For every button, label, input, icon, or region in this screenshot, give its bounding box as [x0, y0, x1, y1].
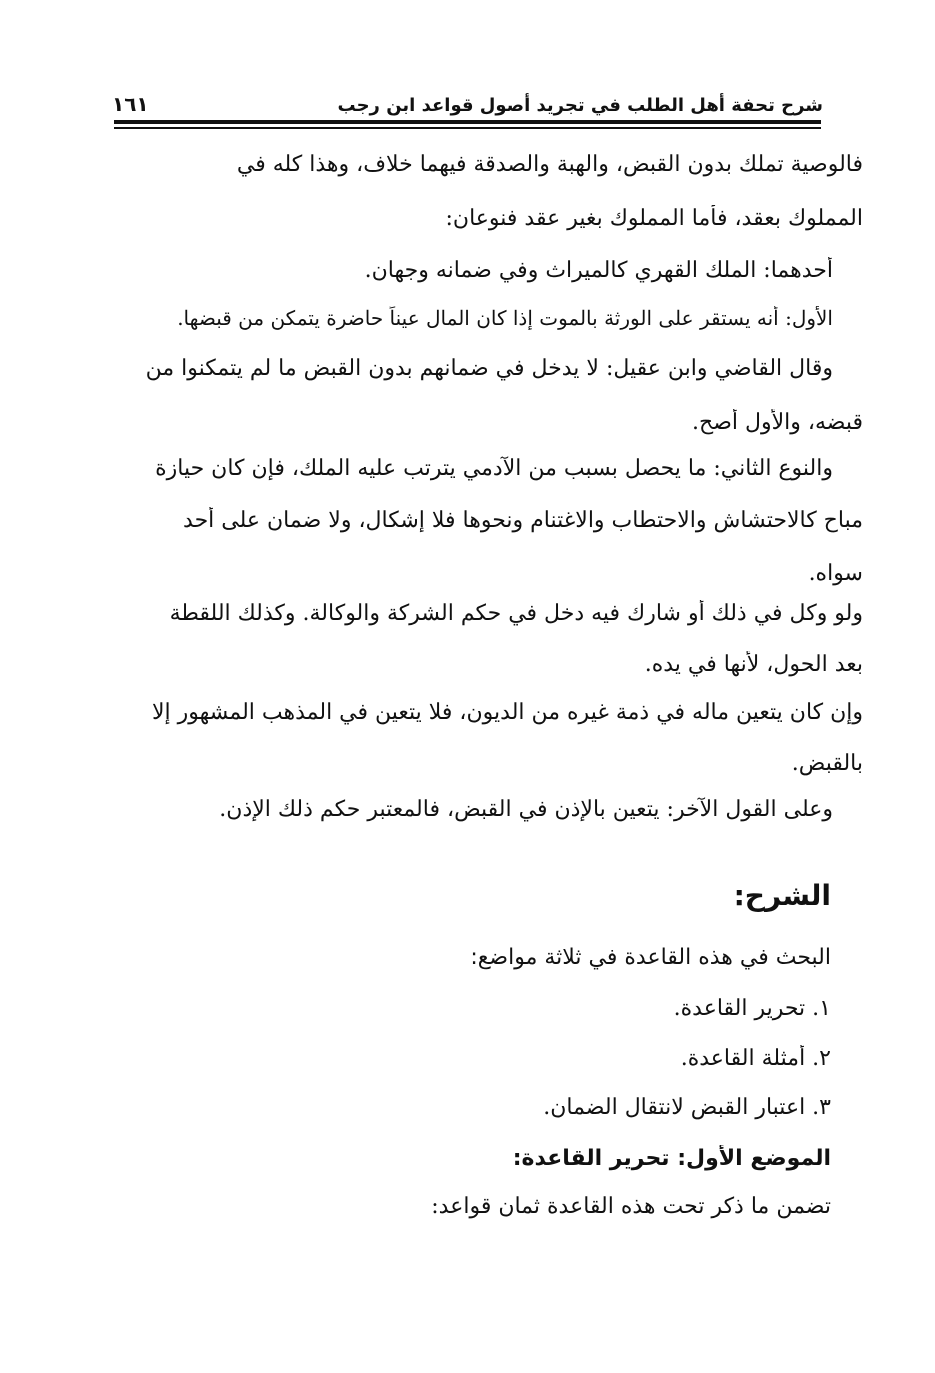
- list-item: ٣. اعتبار القبض لانتقال الضمان.: [543, 1095, 831, 1120]
- text-line: المملوك بعقد، فأما المملوك بغير عقد فنوعان:: [445, 206, 863, 231]
- text-line: سواه.: [808, 561, 863, 586]
- text-line: والنوع الثاني: ما يحصل بسبب من الآدمي يترتب عليه الملك، فإن كان حيازة: [155, 456, 833, 481]
- text-line: وإن كان يتعين ماله في ذمة غيره من الديون، فلا يتعين في المذهب المشهور إلا: [151, 700, 863, 725]
- text-line: ولو وكل في ذلك أو شارك فيه دخل في حكم الشركة والوكالة. وكذلك اللقطة: [169, 601, 863, 626]
- text-line: الأول: أنه يستقر على الورثة بالموت إذا كان المال عيناً حاضرة يتمكن من قبضها.: [177, 306, 833, 330]
- section-title: الموضع الأول: تحرير القاعدة:: [512, 1146, 831, 1171]
- header-rule-thin: [114, 127, 821, 129]
- list-item: ١. تحرير القاعدة.: [673, 996, 831, 1021]
- sharh-intro: البحث في هذه القاعدة في ثلاثة مواضع:: [470, 945, 831, 970]
- text-line: وقال القاضي وابن عقيل: لا يدخل في ضمانهم بدون القبض ما لم يتمكنوا من: [145, 356, 833, 381]
- list-item: ٢. أمثلة القاعدة.: [680, 1046, 831, 1071]
- text-line: فالوصية تملك بدون القبض، والهبة والصدقة فيهما خلاف، وهذا كله في: [236, 152, 863, 177]
- text-line: بعد الحول، لأنها في يده.: [644, 652, 863, 677]
- text-line: وعلى القول الآخر: يتعين بالإذن في القبض، فالمعتبر حكم ذلك الإذن.: [219, 797, 833, 822]
- section-text: تضمن ما ذكر تحت هذه القاعدة ثمان قواعد:: [431, 1194, 831, 1219]
- running-header: [112, 82, 823, 116]
- running-title: شرح تحفة أهل الطلب في تجريد أصول قواعد ابن رجب: [337, 95, 823, 116]
- text-line: قبضه، والأول أصح.: [692, 410, 863, 435]
- text-line: بالقبض.: [791, 751, 863, 776]
- page-number: ١٦١: [112, 92, 149, 116]
- text-line: مباح كالاحتشاش والاحتطاب والاغتنام ونحوها فلا إشكال، ولا ضمان على أحد: [183, 508, 863, 533]
- text-line: أحدهما: الملك القهري كالميراث وفي ضمانه وجهان.: [364, 258, 833, 283]
- header-rule-thick: [114, 120, 821, 124]
- sharh-heading: الشرح:: [733, 879, 831, 912]
